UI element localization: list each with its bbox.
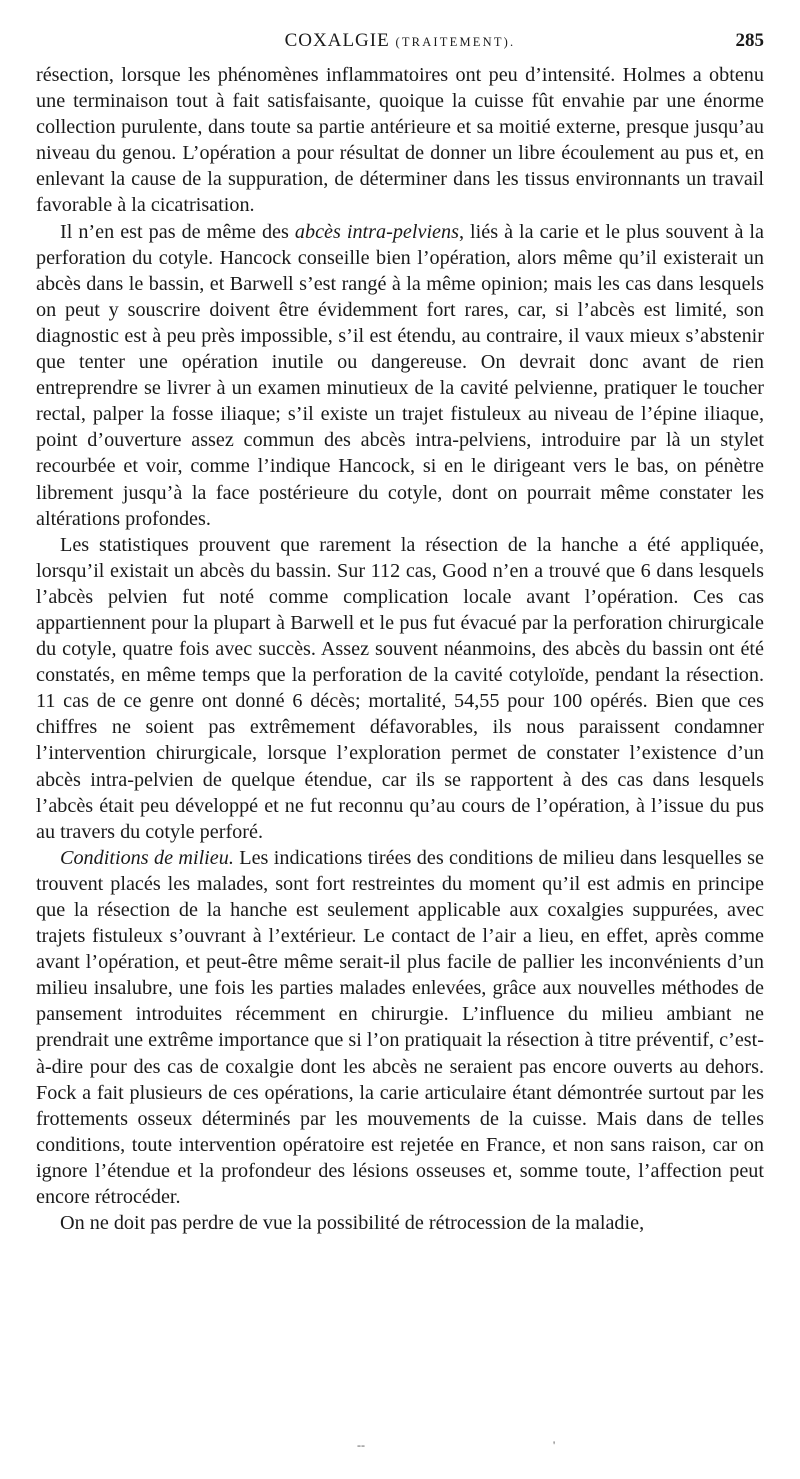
running-header (36, 30, 764, 58)
paragraph (36, 62, 764, 219)
paragraph (36, 845, 764, 1210)
footer-marks (0, 1438, 800, 1458)
text-run: Les statistiques prouvent que rarement la résection de la hanche a été appliquée, lorsqu’il existait un abcès du bassin. Sur 112 cas, Good n’en a trouvé que 6 dans lesquels l’abcès pelvien fut noté comme complication locale avant l’opération. Ces cas appartiennent pour la plupart à Barwell et le pus fut évacué par la perforation chirurgicale du cotyle, quatre fois avec succès. Assez souvent néanmoins, des abcès du bassin ont été constatés, en même temps que la perforation de la cavité cotyloïde, pendant la résection. 11 cas de ce genre ont donné 6 décès; mortalité, 54,55 pour 100 opérés. Bien que ces chiffres ne soient pas extrêmement défavorables, ils nous paraissent condamner l’intervention chirurgicale, lorsque l’exploration permet de constater l’existence d’un abcès intra-pelvien de quelque étendue, car ils se rapportent à des cas dans lesquels l’abcès était peu développé et ne fut reconnu qu’au cours de l’opération, à l’issue du pus au travers du cotyle perforé. (36, 533, 764, 843)
text-run: résection, lorsque les phénomènes inflammatoires ont peu d’intensité. Holmes a obtenu une terminaison tout à fait satisfaisante, quoique la cuisse fût envahie par une énorme collection purulente, dans toute sa partie antérieure et sa moitié externe, presque jusqu’au niveau du genou. L’opération a pour résultat de donner un libre écoulement au pus et, en enlevant la cause de la suppuration, de déterminer dans les tissus environnants un travail favorable à la cicatrisation. (36, 64, 764, 217)
page-number: 285 (735, 30, 764, 51)
text-run: Il n’en est pas de même des (60, 220, 295, 243)
chapter-title: COXALGIE (284, 30, 390, 51)
text-run: Les indications tirées des conditions de milieu dans lesquelles se trouvent placés les malades, sont fort restreintes du moment qu’il est admis en principe que la résection de la hanche est seulement applicable aux coxalgies suppurées, avec trajets fistuleux s’ouvrant à l’extérieur. Le contact de l’air a lieu, en effet, après comme avant l’opération, et peut-être même serait-il plus facile de pallier les inconvénients d’un milieu insalubre, une fois les parties malades enlevées, grâce aux nouvelles méthodes de pansement introduites récemment en chirurgie. L’influence du milieu ambiant ne prendrait une extrême importance que si l’on pratiquait la résection à titre préventif, c’est-à-dire pour des cas de coxalgie dont les abcès ne seraient pas encore ouverts au dehors. Fock a fait plusieurs de ces opérations, la carie articulaire étant démontrée surtout par les frottements osseux déterminés par les mouvements de la cuisse. Mais dans de telles conditions, toute intervention opératoire est rejetée en France, et non sans raison, car on ignore l’étendue et la profondeur des lésions osseuses et, somme toute, l’affection peut encore rétrocéder. (36, 846, 764, 1209)
running-title (36, 30, 764, 52)
text-run: , liés à la carie et le plus souvent à la perforation du cotyle. Hancock conseille bien l’opération, alors même qu’il existerait un abcès dans le bassin, et Barwell s’est rangé à la même opinion; mais les cas dans lesquels on peut y souscrire doivent être évidemment fort rares, car, si l’abcès est limité, son diagnostic est à peu près impossible, s’il est étendu, au contraire, il vaux mieux s’abstenir que tenter une opération inutile ou dangereuse. On devrait donc avant de rien entreprendre se livrer à un examen minutieux de la cavité pelvienne, pratiquer le toucher rectal, palper la fosse iliaque; s’il existe un trajet fistuleux au niveau de l’épine iliaque, point d’ouverture assez commun des abcès intra-pelviens, introduire par là un stylet recourbée et voir, comme l’indique Hancock, si en le dirigeant vers le bas, on pénètre librement jusqu’à la face postérieure du cotyle, dont on pourrait même constater les altérations profondes. (36, 220, 764, 530)
paragraph (36, 219, 764, 532)
chapter-subtitle: (TRAITEMENT). (395, 35, 516, 49)
footer-mark: -- (357, 1438, 365, 1452)
body-text (36, 62, 764, 1236)
paragraph (36, 1210, 764, 1236)
italic-text: Conditions de milieu. (60, 846, 234, 869)
italic-text: abcès intra-pelviens (294, 220, 459, 243)
paragraph (36, 532, 764, 845)
text-run: On ne doit pas perdre de vue la possibilité de rétrocession de la maladie, (60, 1212, 645, 1235)
footer-mark: ' (553, 1438, 556, 1452)
